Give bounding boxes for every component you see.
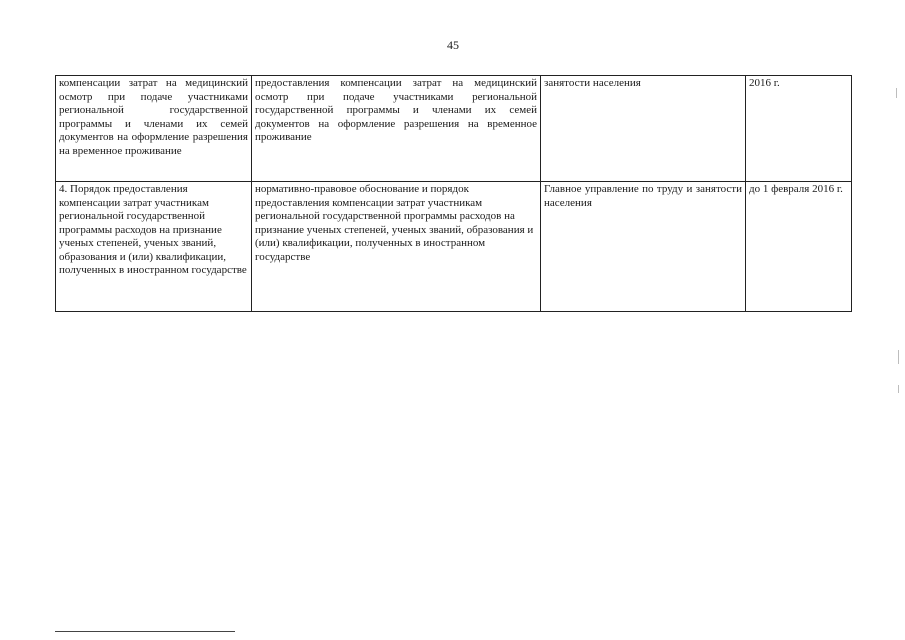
scan-artifact [898,350,899,364]
measures-table [55,75,852,312]
deadline-cell: 2016 г. [746,76,852,182]
measure-cell: компенсации затрат на медицинский осмотр при подаче участниками региональной государственной программы и членами их семей документов на оформление разрешения на временное проживание [56,76,252,182]
deadline-cell: до 1 февраля 2016 г. [746,182,852,312]
table-row [56,182,852,312]
measure-cell: 4. Порядок предоставления компенсации затрат участникам региональной государственной программы расходов на признание ученых степеней, ученых званий, образования и (или) квалификации, полученных в иностранном государстве [56,182,252,312]
result-cell: нормативно-правовое обоснование и порядок предоставления компенсации затрат участникам региональной государственной программы расходов на признание ученых степеней, ученых званий, образования и (или) квалификации, полученных в иностранном государстве [252,182,541,312]
executor-cell: Главное управление по труду и занятости населения [541,182,746,312]
page-number: 45 [447,38,459,52]
executor-cell: занятости населения [541,76,746,182]
result-cell: предоставления компенсации затрат на медицинский осмотр при подаче участниками региональной государственной программы и членами их семей документов на оформление разрешения на временное проживание [252,76,541,182]
scan-artifact [896,88,897,98]
scan-artifact [898,385,899,393]
footnote-rule [55,631,235,632]
table-row [56,76,852,182]
